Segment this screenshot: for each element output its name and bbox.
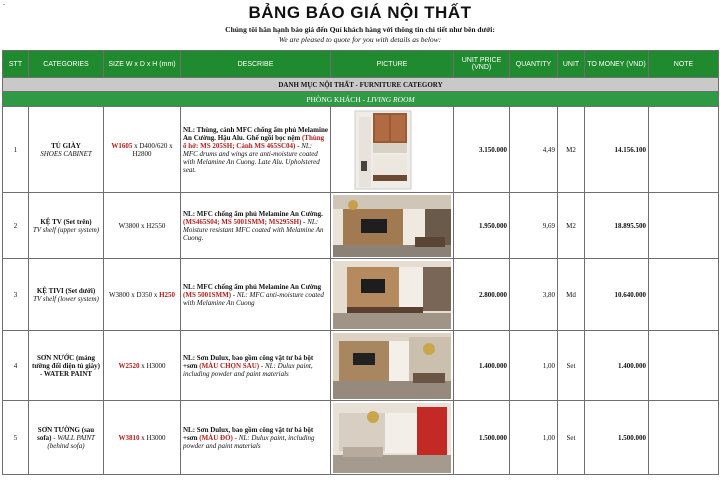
size-rest: x H3000 [139, 433, 166, 442]
room-label: PHÒNG KHÁCH - LIVING ROOM [3, 92, 719, 107]
size-rest: x D400/620 x H2800 [132, 141, 173, 158]
row-describe [181, 259, 331, 331]
row-unit-price: 3.150.000 [454, 107, 510, 193]
desc-vi: NL: Sơn Dulux, bao gồm công vật tư bả bột +sơn [183, 353, 314, 370]
row-category [29, 107, 104, 193]
tv-shelf-lower-image [333, 261, 451, 329]
size-highlight: H250 [159, 290, 176, 299]
row-stt: 4 [3, 331, 29, 401]
row-unit: M2 [558, 193, 585, 259]
item-name-vi: SƠN NƯỚC (mảng tường đối diện tủ giày) [32, 353, 100, 370]
col-categories: CATEGORIES [29, 51, 104, 78]
table-header-row [3, 51, 719, 78]
size-highlight: W1605 [111, 141, 133, 150]
col-picture: PICTURE [331, 51, 454, 78]
row-to-money: 1.500.000 [585, 401, 649, 475]
row-unit-price: 1.400.000 [454, 331, 510, 401]
row-picture [331, 259, 454, 331]
size-highlight: W3810 [118, 433, 140, 442]
desc-vi: NL: MFC chống ẩm phủ Melamine An Cường. [183, 209, 323, 218]
row-quantity: 4,49 [510, 107, 558, 193]
col-stt: STT [3, 51, 29, 78]
item-name-en: SHOES CABINET [40, 149, 92, 158]
row-stt: 5 [3, 401, 29, 475]
table-row [3, 107, 719, 193]
col-unit: UNIT [558, 51, 585, 78]
row-category [29, 259, 104, 331]
desc-color-note: (MÀU ĐỎ) [199, 433, 233, 442]
water-paint-image [333, 333, 451, 399]
tv-shelf-upper-image [333, 195, 451, 257]
desc-color-note: (MÀU CHỌN SAU) [199, 361, 260, 370]
table-row [3, 401, 719, 475]
row-describe [181, 193, 331, 259]
row-picture [331, 107, 454, 193]
table-row [3, 331, 719, 401]
item-name-vi: KỆ TIVI (Set dưới) [36, 286, 96, 295]
row-size [104, 401, 181, 475]
row-unit: Md [558, 259, 585, 331]
row-quantity: 9,69 [510, 193, 558, 259]
row-quantity: 3,80 [510, 259, 558, 331]
desc-en: - NL: MFC drums and wings are anti-moisture coated with Melamine An Cuong. Late Alu. Upholstered seat. [183, 141, 320, 174]
item-name-vi: TỦ GIÀY [51, 141, 81, 150]
row-unit: M2 [558, 107, 585, 193]
subtitle-en: We are pleased to quote for you with details as below: [278, 35, 442, 44]
item-name-en: - WALL PAINT (behind sofa) [47, 433, 95, 450]
room-label-en: LIVING ROOM [366, 94, 415, 104]
row-describe [181, 331, 331, 401]
row-stt: 1 [3, 107, 29, 193]
row-unit-price: 1.950.000 [454, 193, 510, 259]
desc-vi: NL: Thùng, cánh MFC chống ẩm phủ Melamine An Cường. Hậu Alu. Ghế ngồi bọc nệm [183, 125, 328, 142]
col-quantity: QUANTITY [510, 51, 558, 78]
col-unit-price: UNIT PRICE (VND) [454, 51, 510, 78]
table-row [3, 259, 719, 331]
col-to-money: TO MONEY (VND) [585, 51, 649, 78]
row-quantity: 1,00 [510, 331, 558, 401]
col-describe: DESCRIBE [181, 51, 331, 78]
item-name-en: TV shelf (lower system) [33, 294, 99, 303]
row-stt: 2 [3, 193, 29, 259]
item-name-en: - WATER PAINT [39, 369, 93, 378]
page-title: BẢNG BÁO GIÁ NỘI THẤT [248, 3, 472, 22]
row-unit-price: 2.800.000 [454, 259, 510, 331]
size-rest: x H3000 [139, 361, 166, 370]
col-size: SIZE W x D x H (mm) [104, 51, 181, 78]
desc-en: - NL: Dulux paint, including powder and paint materials [183, 361, 313, 378]
desc-en: - NL: Moisture resistant MFC coated with Melamine An Cuong. [183, 217, 324, 242]
wall-paint-image [333, 403, 451, 473]
row-size [104, 107, 181, 193]
category-row [3, 78, 719, 92]
room-label-vi: PHÒNG KHÁCH [306, 94, 361, 104]
row-describe [181, 401, 331, 475]
desc-vi: NL: Sơn Dulux, bao gồm công vật tư bả bột +sơn [183, 425, 314, 442]
row-to-money: 14.156.100 [585, 107, 649, 193]
row-stt: 3 [3, 259, 29, 331]
size-highlight: W2520 [118, 361, 140, 370]
desc-en: - NL: MFC anti-moisture coated with Melamine An Cuong [183, 290, 324, 307]
size-rest: x H2550 [139, 221, 166, 230]
row-quantity: 1,00 [510, 401, 558, 475]
item-name-vi: KỆ TV (Set trên) [40, 217, 92, 226]
row-note [649, 331, 719, 401]
row-picture [331, 401, 454, 475]
row-describe [181, 107, 331, 193]
category-label: DANH MỤC NỘI THẤT - FURNITURE CATEGORY [3, 78, 719, 92]
table-row [3, 193, 719, 259]
desc-en: - NL: Dulux paint, including powder and paint materials [183, 433, 315, 450]
row-picture [331, 193, 454, 259]
shoes-cabinet-image [333, 109, 451, 191]
row-unit: Set [558, 331, 585, 401]
room-row [3, 92, 719, 107]
row-note [649, 193, 719, 259]
quotation-table [2, 50, 719, 475]
row-unit-price: 1.500.000 [454, 401, 510, 475]
desc-material-code: (Thùng ổ hở: MS 205SH; Cánh MS 465SC04) [183, 133, 325, 150]
row-note [649, 259, 719, 331]
col-note: NOTE [649, 51, 719, 78]
row-note [649, 401, 719, 475]
row-to-money: 1.400.000 [585, 331, 649, 401]
size-main: W3800 [118, 221, 140, 230]
row-category [29, 193, 104, 259]
corner-mark: . [3, 0, 5, 7]
row-unit: Set [558, 401, 585, 475]
row-to-money: 18.895.500 [585, 193, 649, 259]
row-size [104, 259, 181, 331]
row-category [29, 401, 104, 475]
row-size [104, 193, 181, 259]
row-size [104, 331, 181, 401]
size-main: W3800 x D350 x [108, 290, 160, 299]
subtitle-vi: Chúng tôi hân hạnh báo giá đến Quí khách hàng với thông tin chi tiết như bên dưới: [225, 25, 495, 34]
desc-vi: NL: MFC chống ẩm phủ Melamine An Cường [183, 282, 322, 291]
desc-material-code: (MS465S04; MS 5001SMM; MS295SH) [183, 217, 302, 226]
item-name-en: TV shelf (upper system) [32, 225, 100, 234]
row-to-money: 10.640.000 [585, 259, 649, 331]
row-picture [331, 331, 454, 401]
row-category [29, 331, 104, 401]
desc-material-code: (MS 5001SMM) [183, 290, 232, 299]
item-name-vi: SƠN TƯỜNG (sau sofa) [37, 425, 95, 442]
row-note [649, 107, 719, 193]
